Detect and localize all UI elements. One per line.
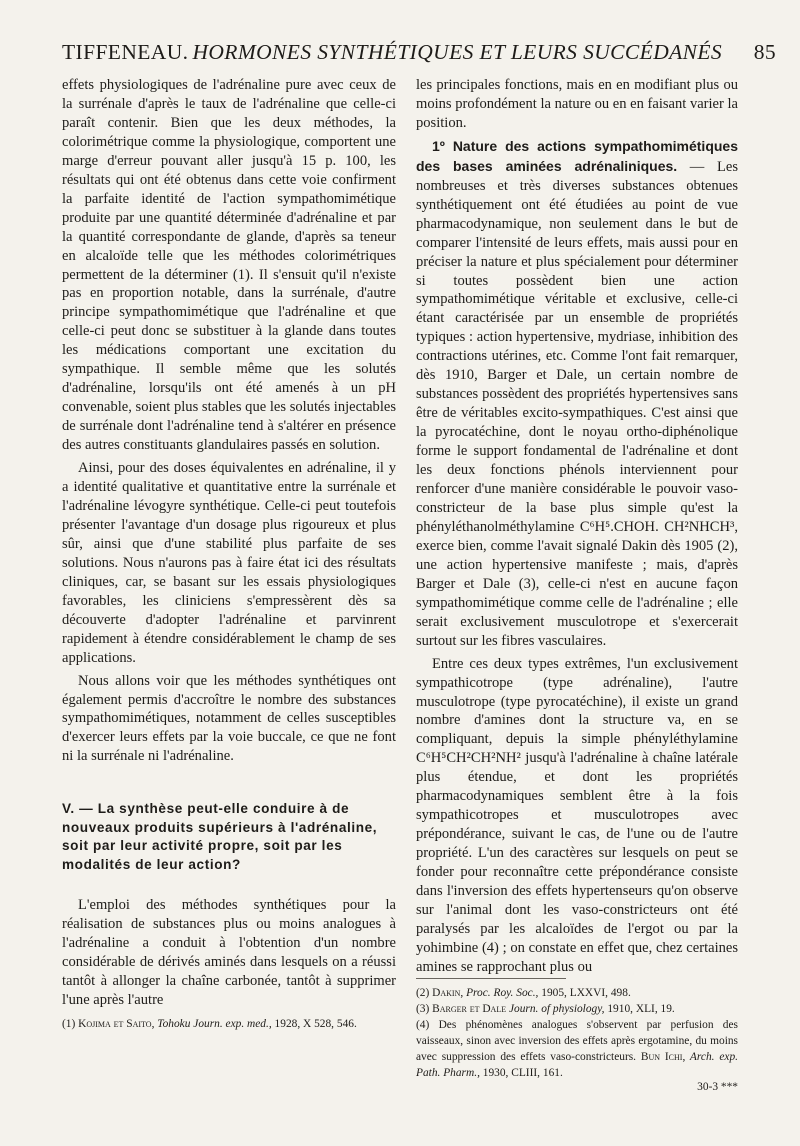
footnote-3-author: Barger et Dale bbox=[432, 1003, 507, 1015]
footnote-4 bbox=[416, 1017, 738, 1081]
subsection-title: 1º Nature des actions sympathomimétiques des bases aminées adrénaliniques. bbox=[416, 137, 738, 174]
left-column bbox=[62, 76, 396, 1030]
header-author: TIFFENEAU. bbox=[62, 40, 189, 64]
footnote-4-journal: Arch. exp. Path. Pharm., bbox=[416, 1051, 738, 1079]
left-paragraph-1: effets physiologiques de l'adrénaline pure avec ceux de la surrénale d'après le taux de l'adrénaline que celle-ci paraît contenir. Bien que les deux méthodes, la colorimétrique comme la physiologique, comportent une marge d'erreur pouvant aller jusqu'à 15 p. 100, les résultats qui ont été obtenus dans cette voie confirment la parfaite identité de l'action sympathomimétique produite par une quantité déterminée d'adrénaline et par la quantité correspondante de glande, d'après sa teneur en alcaloïde telle que les méthodes colorimétriques permettent de la déterminer (1). Il s'ensuit qu'il n'existe pas en proportion notable, dans la surrénale, d'autre principe sympathomimétique que l'adrénaline et que celle-ci peut donc se substituer à la glande dans toutes les médications comportant une excitation du sympathique. Il semble même que les solutés d'adrénaline, lorsqu'ils ont été amenés à un pH convenable, soient plus stables que les solutés injectables de surrénale dont l'adrénaline tend à s'altérer en présence des autres constituants glandulaires passés en solution. bbox=[62, 77, 396, 454]
right-paragraph-2-text: — Les nombreuses et très diverses substances obtenues synthétiquement ont été étudiées au point de vue pharmacodynamique, non seulement dans le but de comparer l'intensité de leurs effets, mais aussi pour en préciser la nature et plus spécialement pour déterminer si toutes possèdent bien une action sympathomimétique véritable et exclusive, celle-ci étant caractérisée par un ensemble de propriétés typiques : action hypertensive, mydriase, inhibition des contractions utérines, etc. Comme l'ont fait remarquer, dès 1910, Barger et Dale, un certain nombre de substances possèdent des propriétés hypertensives sans être de véritables excito-sympathiques. C'est ainsi que la pyrocatéchine, dont le noyau ortho-diphénolique forme le support fondamental de l'adrénaline et dont les deux fonctions phénols interviennent pour renforcer d'une manière considérable le pouvoir vaso-constricteur de la base plus simple qu'est la phényléthanolméthylamine C⁶H⁵.CHOH. CH²NHCH³, exerce bien, comme l'avait signalé Dakin dès 1905 (2), une action hypertensive manifeste ; mais, d'après Barger et Dale (3), celle-ci n'est en aucune façon sympathomimétique comme celle de l'adrénaline ; elle serait exclusivement musculotrope et s'exercerait surtout sur les fibres vasculaires. bbox=[416, 158, 738, 649]
footnote-4-text: (4) Des phénomènes analogues s'observent par perfusion des vaisseaux, sinon avec inversion des effets après ergotamine, du moins avec suppression des effets vaso-constricteurs. bbox=[416, 1019, 738, 1063]
left-paragraph-3: Nous allons voir que les méthodes synthétiques ont également permis d'accroître le nombre des substances sympathomimétiques, notamment de celles susceptibles d'exercer leurs effets par la voie buccale, ce que ne font ni la surrénale ni l'adrénaline. bbox=[62, 672, 396, 765]
footnote-1-journal: Tohoku Journ. exp. med., bbox=[154, 1018, 272, 1030]
footnote-2-author: Dakin, bbox=[432, 987, 464, 999]
footnote-2-ref: (2) bbox=[416, 987, 433, 999]
footnote-2-rest: 1905, LXXVI, 498. bbox=[538, 987, 631, 999]
left-paragraph-2: Ainsi, pour des doses équivalentes en adrénaline, il y a identité qualitative et quantitative entre la surrénale et l'adrénaline lévogyre synthétique. Celle-ci peut toutefois présenter l'avantage d'un dosage plus rigoureux et plus sûr, ainsi que d'une stabilité plus parfaite de ses solutions. Nous n'aurons pas à faire état ici des résultats cliniques, car, se basant sur les essais physiologiques favorables, les cliniciens s'empressèrent dès sa découverte d'adopter l'adrénaline et parvinrent rapidement à étendre considérablement le champ de ses applications. bbox=[62, 460, 396, 666]
header-title: HORMONES SYNTHÉTIQUES ET LEURS SUCCÉDANÉS bbox=[192, 40, 723, 64]
right-column bbox=[416, 76, 738, 977]
footnote-1-rest: 1928, X 528, 546. bbox=[271, 1018, 357, 1030]
footnote-3-journal: Journ. of physiology, bbox=[506, 1003, 605, 1015]
footnote-3-rest: 1910, XLI, 19. bbox=[604, 1003, 675, 1015]
printer-signature: 30-3 *** bbox=[697, 1081, 738, 1093]
right-paragraph-1: les principales fonctions, mais en en modifiant plus ou moins profondément la nature ou en en faisant varier la position. bbox=[416, 77, 738, 131]
footnote-4-rest: 1930, CLIII, 161. bbox=[479, 1067, 563, 1079]
right-paragraph-3: Entre ces deux types extrêmes, l'un exclusivement sympathicotrope (type adrénaline), l'autre musculotrope (type pyrocatéchine), il existe un grand nombre d'amines dont la structure va, en se compliquant, depuis la simple phényléthylamine C⁶H⁵CH²CH²NH² jusqu'à l'adrénaline à chaîne latérale plus étendue, et dont les propriétés pharmacodynamiques semblent être à la fois sympathicotropes et musculotropes avec prépondérance, suivant le cas, de l'une ou de l'autre propriété. L'un des caractères sur lesquels on peut se fonder pour reconnaître cette prépondérance consiste dans l'inversion des effets hypertenseurs qu'on observe sur l'animal dont les vaso-constricteurs ont été paralysés par les alcaloïdes de l'ergot ou par la yohimbine (4) ; on constate en effet que, chez certaines amines se rapprochant plus ou bbox=[416, 655, 738, 975]
footnote-rule bbox=[416, 978, 566, 979]
page-number: 85 bbox=[753, 40, 776, 64]
footnote-1-authors: Kojima et Saito, bbox=[78, 1018, 155, 1030]
footnote-2-journal: Proc. Roy. Soc., bbox=[463, 987, 539, 999]
right-paragraph-2 bbox=[416, 137, 738, 651]
section-title: V. — La synthèse peut-elle conduire à de nouveaux produits supérieurs à l'adrénaline, soit par leur activité propre, soit par les modalités de leur action? bbox=[62, 801, 378, 872]
footnote-3-ref: (3) bbox=[416, 1003, 433, 1015]
running-header bbox=[62, 40, 776, 72]
footnote-3 bbox=[416, 1001, 738, 1017]
right-footnotes bbox=[416, 978, 738, 1093]
left-paragraph-4: L'emploi des méthodes synthétiques pour la réalisation de substances plus ou moins analogues à l'adrénaline a conduit à l'obtention d'un nombre considérable de dérivés aminés dans lesquels on a réussi tantôt à allonger la chaîne carbonée, tantôt à supprimer l'une après l'autre bbox=[62, 896, 396, 1008]
footnote-2 bbox=[416, 985, 738, 1001]
footnote-4-author: Bun Ichi, bbox=[640, 1051, 686, 1063]
footnote-1 bbox=[62, 1016, 396, 1032]
footnote-1-ref: (1) bbox=[62, 1018, 79, 1030]
